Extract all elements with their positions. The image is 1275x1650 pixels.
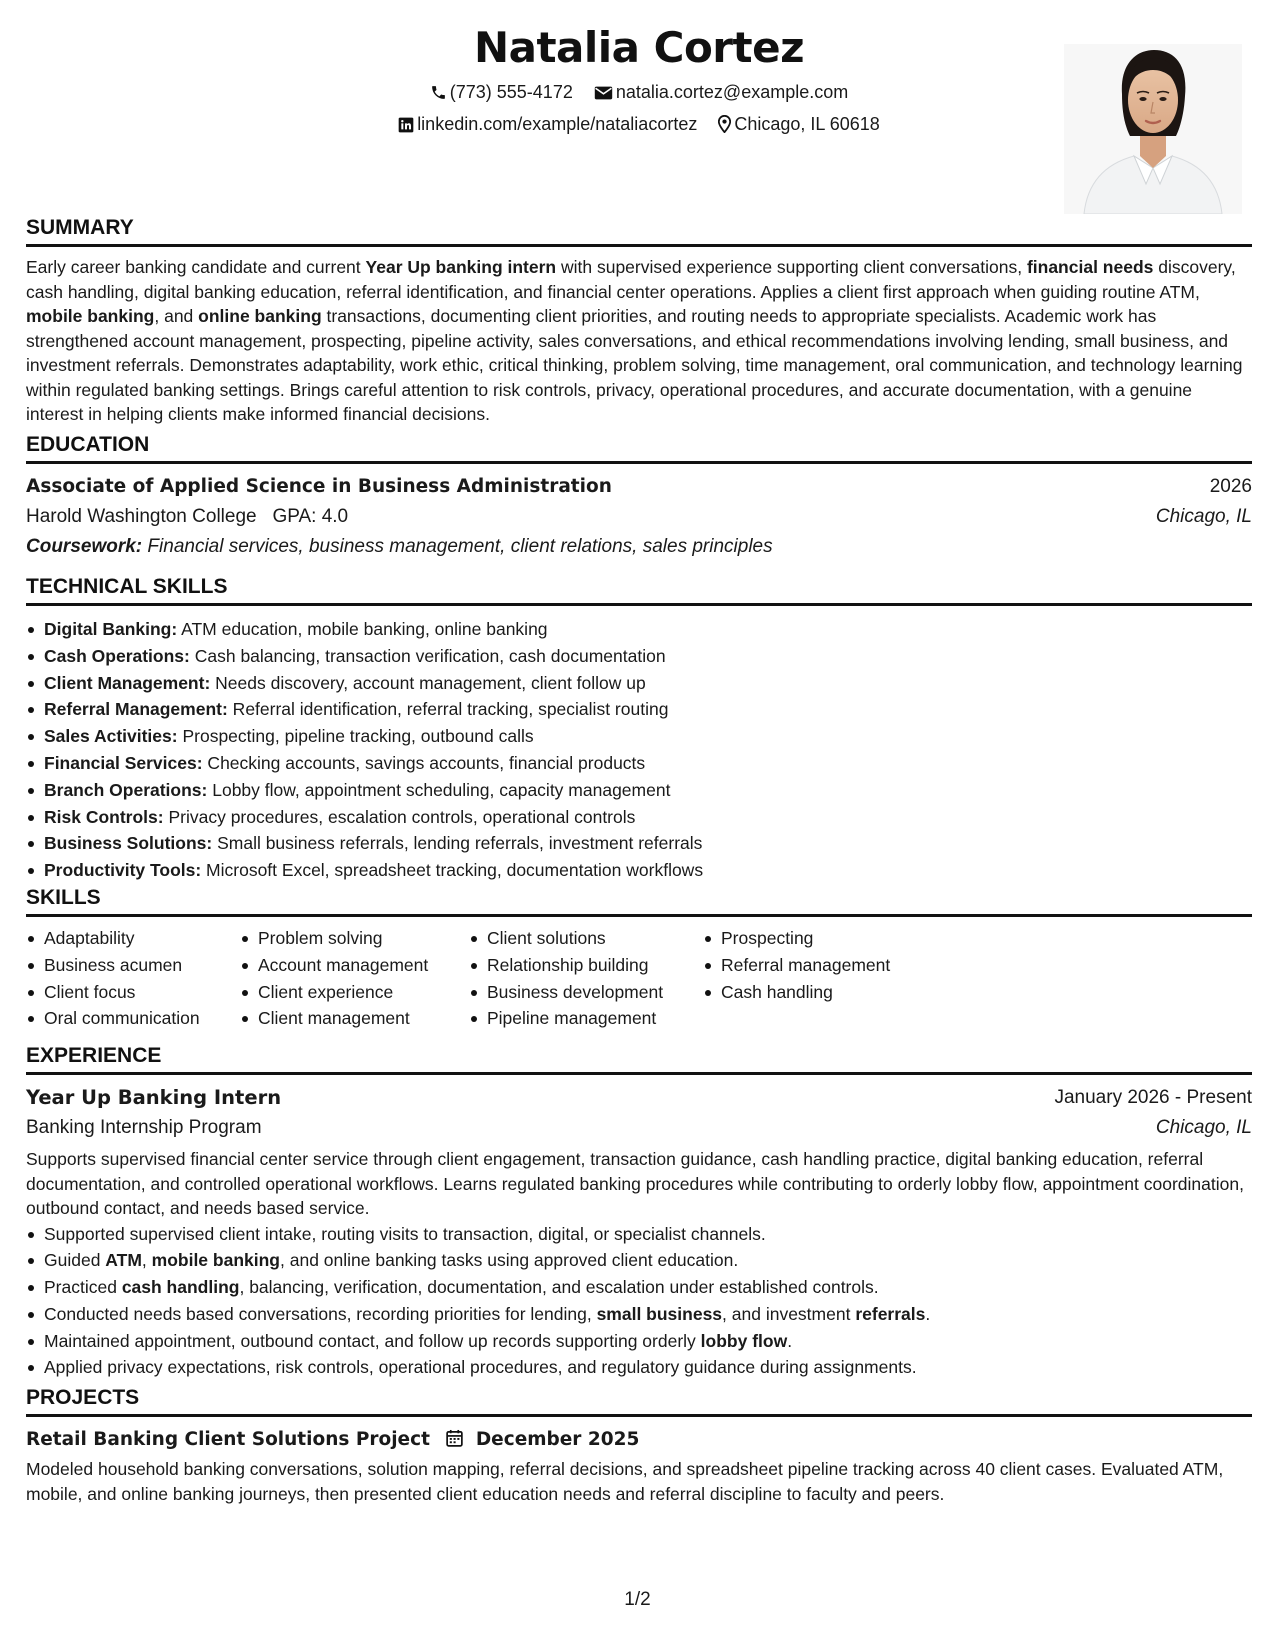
list-item: Sales Activities: Prospecting, pipeline tracking, outbound calls	[44, 723, 1252, 750]
list-item: Prospecting	[721, 925, 890, 952]
experience-role-row	[26, 1083, 1252, 1113]
list-item: Referral Management: Referral identification, referral tracking, specialist routing	[44, 696, 1252, 723]
coursework	[26, 532, 773, 562]
resume-header	[26, 0, 1252, 215]
skills-section	[26, 886, 1252, 1035]
skills-column-1	[26, 925, 200, 1032]
role-title: Year Up Banking Intern	[26, 1086, 282, 1109]
project-date: December 2025	[475, 1429, 640, 1450]
graduation-year: 2026	[1209, 476, 1252, 497]
list-item: Client focus	[44, 979, 200, 1006]
list-item: Oral communication	[44, 1005, 200, 1032]
list-item: Business Solutions: Small business referrals, lending referrals, investment referrals	[44, 830, 1252, 857]
list-item: Practiced cash handling, balancing, verification, documentation, and escalation under established controls.	[44, 1274, 1252, 1301]
project-description: Modeled household banking conversations, solution mapping, referral decisions, and spreadsheet pipeline tracking across 40 client cases. Evaluated ATM, mobile, and online banking journeys, then presented client education needs and referral discipline to faculty and peers.	[26, 1459, 1224, 1504]
education-section	[26, 433, 1252, 562]
list-item: Maintained appointment, outbound contact, and follow up records supporting orderly lobby flow.	[44, 1328, 1252, 1355]
skills-column-2	[240, 925, 428, 1032]
list-item: Financial Services: Checking accounts, savings accounts, financial products	[44, 750, 1252, 777]
list-item: Productivity Tools: Microsoft Excel, spreadsheet tracking, documentation workflows	[44, 857, 1252, 884]
skills-heading: SKILLS	[26, 886, 1252, 917]
list-item: Problem solving	[258, 925, 428, 952]
list-item: Guided ATM, mobile banking, and online banking tasks using approved client education.	[44, 1247, 1252, 1274]
contact-linkedin[interactable]	[398, 112, 697, 139]
skills-column-3	[469, 925, 663, 1032]
technical-skills-section	[26, 575, 1252, 884]
list-item: Risk Controls: Privacy procedures, escalation controls, operational controls	[44, 804, 1252, 831]
coursework-row	[26, 532, 1252, 562]
skills-column-4	[703, 925, 890, 1005]
education-degree-row	[26, 472, 1252, 502]
project-title	[26, 1425, 639, 1457]
contact-email[interactable]	[594, 80, 848, 107]
location-text: Chicago, IL 60618	[734, 114, 880, 134]
projects-heading: PROJECTS	[26, 1386, 1252, 1417]
list-item: Business acumen	[44, 952, 200, 979]
technical-skills-heading: TECHNICAL SKILLS	[26, 575, 1252, 606]
map-pin-icon	[718, 115, 731, 139]
experience-description: Supports supervised financial center service through client engagement, transaction guidance, cash handling practice, digital banking education, referral documentation, and controlled operational workflows. Learns regulated banking procedures while contributing to orderly lobby flow, appointment coordination, outbound contact, and needs based service.	[26, 1149, 1244, 1218]
list-item: Branch Operations: Lobby flow, appointment scheduling, capacity management	[44, 777, 1252, 804]
contact-phone	[430, 80, 573, 107]
degree-title: Associate of Applied Science in Business Administration	[26, 476, 612, 497]
email-text: natalia.cortez@example.com	[615, 82, 849, 102]
list-item: Client Management: Needs discovery, account management, client follow up	[44, 670, 1252, 697]
school-info	[26, 502, 348, 532]
list-item: Client management	[258, 1005, 428, 1032]
list-item: Cash handling	[721, 979, 890, 1006]
list-item: Conducted needs based conversations, recording priorities for lending, small business, and investment referrals.	[44, 1301, 1252, 1328]
list-item: Digital Banking: ATM education, mobile banking, online banking	[44, 616, 1252, 643]
school-location: Chicago, IL	[1155, 506, 1252, 527]
phone-text: (773) 555-4172	[449, 82, 573, 102]
experience-org-row	[26, 1113, 1252, 1143]
contact-location	[718, 112, 879, 139]
resume-page	[26, 0, 1252, 1650]
role-location: Chicago, IL	[1155, 1117, 1252, 1138]
project-name: Retail Banking Client Solutions Project	[26, 1429, 430, 1450]
list-item: Client solutions	[487, 925, 663, 952]
candidate-name: Natalia Cortez	[473, 23, 805, 72]
skills-columns	[26, 925, 1252, 1035]
education-school-row	[26, 502, 1252, 532]
list-item: Supported supervised client intake, routing visits to transaction, digital, or specialist channels.	[44, 1221, 1252, 1248]
summary-heading: SUMMARY	[26, 216, 1252, 247]
list-item: Cash Operations: Cash balancing, transaction verification, cash documentation	[44, 643, 1252, 670]
technical-skills-list	[26, 616, 1252, 884]
phone-icon	[430, 83, 447, 107]
experience-section	[26, 1044, 1252, 1381]
project-title-row	[26, 1425, 1252, 1455]
page-number: 1/2	[624, 1589, 651, 1610]
list-item: Referral management	[721, 952, 890, 979]
list-item: Business development	[487, 979, 663, 1006]
envelope-icon	[594, 83, 613, 107]
list-item: Adaptability	[44, 925, 200, 952]
projects-section	[26, 1386, 1252, 1506]
organization: Banking Internship Program	[26, 1117, 262, 1138]
list-item: Relationship building	[487, 952, 663, 979]
coursework-label: Coursework:	[26, 536, 143, 557]
education-heading: EDUCATION	[26, 433, 1252, 464]
role-dates: January 2026 - Present	[1054, 1087, 1252, 1108]
school-name: Harold Washington College	[26, 506, 257, 527]
coursework-text: Financial services, business management, client relations, sales principles	[142, 536, 773, 557]
list-item: Account management	[258, 952, 428, 979]
linkedin-icon	[398, 115, 414, 139]
experience-bullets	[26, 1221, 1252, 1382]
linkedin-text: linkedin.com/example/nataliacortez	[417, 114, 698, 134]
list-item: Pipeline management	[487, 1005, 663, 1032]
summary-text: Early career banking candidate and current Year Up banking intern with supervised experience supporting client conversations, financial needs discovery, cash handling, digital banking education, referral identification, and financial center operations. Applies a client first approach when guiding routine ATM, mobile banking, and online banking transactions, documenting client priorities, and routing needs to appropriate specialists. Academic work has strengthened account management, prospecting, pipeline activity, sales conversations, and ethical recommendations involving lending, small business, and investment referrals. Demonstrates adaptability, work ethic, critical thinking, problem solving, time management, oral communication, and technology learning within regulated banking settings. Brings careful attention to risk controls, privacy, operational procedures, and accurate documentation, with a genuine interest in helping clients make informed financial decisions.	[26, 257, 1243, 424]
list-item: Applied privacy expectations, risk controls, operational procedures, and regulatory guidance during assignments.	[44, 1354, 1252, 1381]
profile-photo	[1064, 44, 1242, 214]
gpa: GPA: 4.0	[272, 506, 349, 527]
calendar-icon	[446, 1427, 463, 1457]
list-item: Client experience	[258, 979, 428, 1006]
summary-section	[26, 216, 1252, 427]
experience-heading: EXPERIENCE	[26, 1044, 1252, 1075]
